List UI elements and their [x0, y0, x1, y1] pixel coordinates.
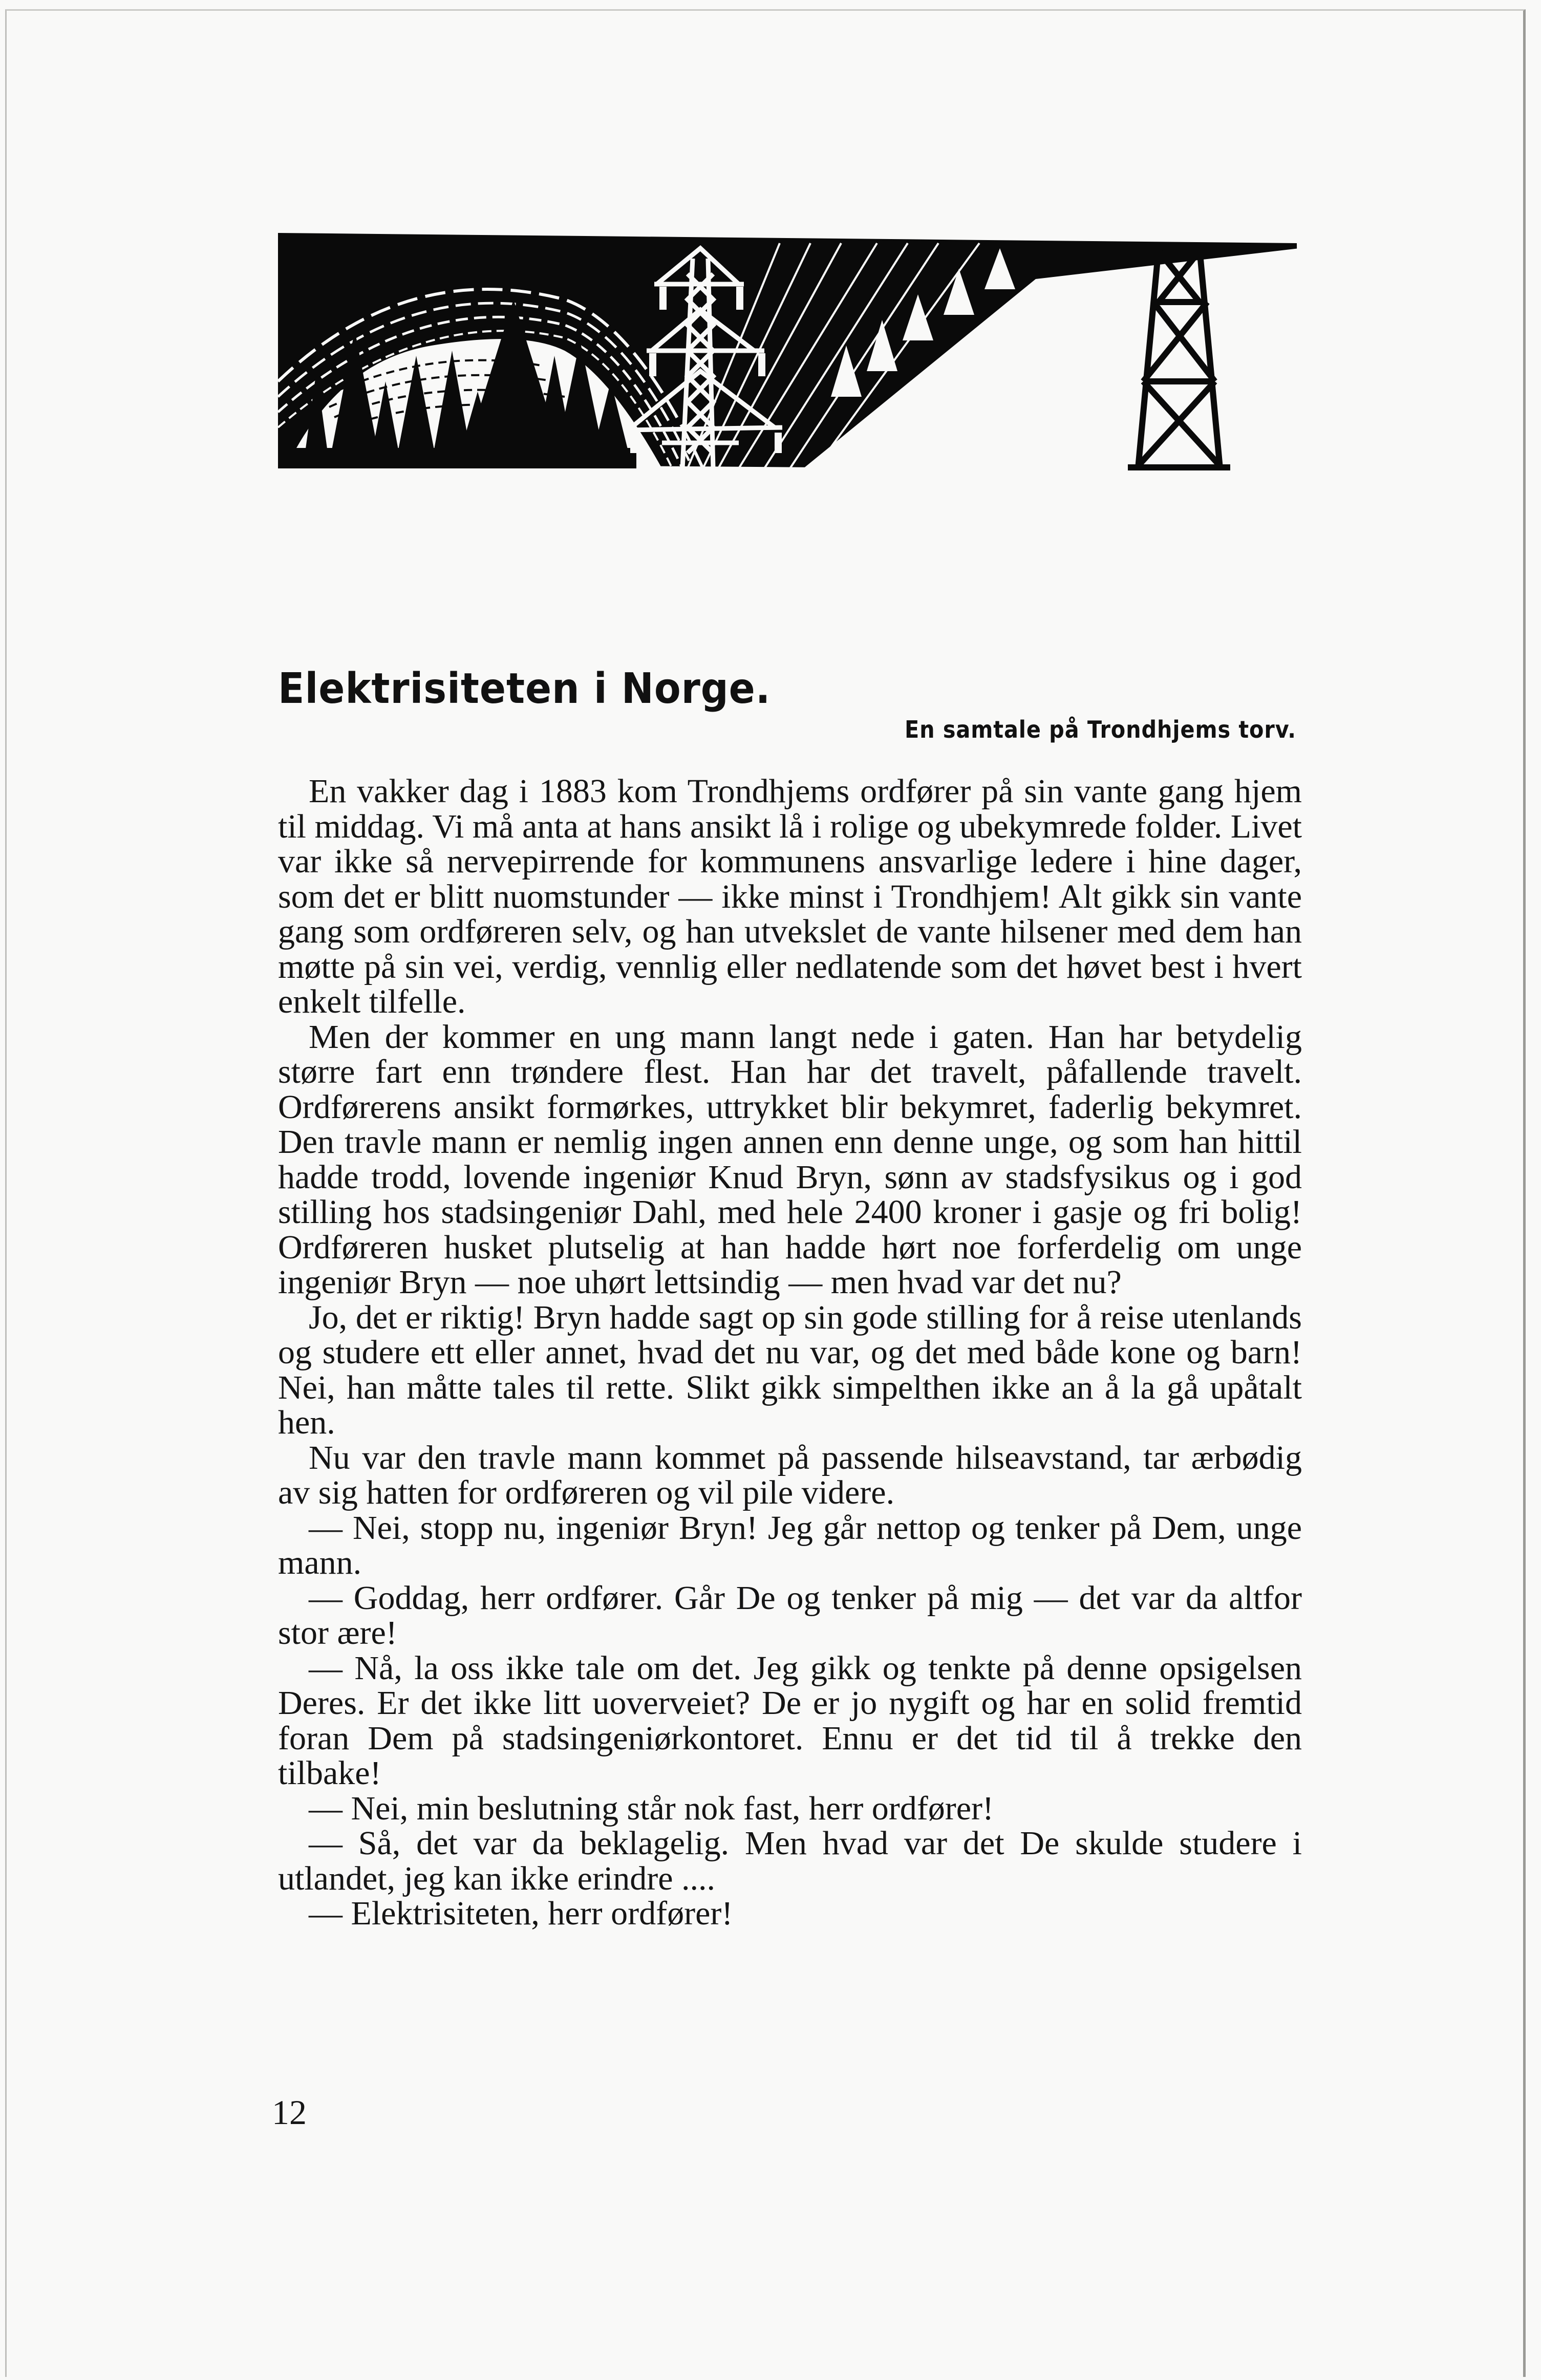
- paragraph: En vakker dag i 1883 kom Trondhjems ordfører på sin vante gang hjem til middag. Vi må anta at hans ansikt lå i rolige og ubekymrede folder. Livet var ikke så nervepirrende for kommunens ansvarlige ledere i hine dager, som det er blitt nuomstunder — ikke minst i Trondhjem! Alt gikk sin vante gang som ordføreren selv, og han utvekslet de vante hilsener med dem han møtte på sin vei, verdig, vennlig eller nedlatende som det høvet best i hvert enkelt tilfelle.: [278, 773, 1302, 1020]
- dialogue-line: — Nå, la oss ikke tale om det. Jeg gikk og tenkte på denne opsigelsen Deres. Er det ikke litt uoverveiet? De er jo nygift og har en solid fremtid foran Dem på stadsingeniørkontoret. Ennu er det tid til å trekke den tilbake!: [278, 1649, 1302, 1792]
- paragraph: Nu var den travle mann kommet på passende hilseavstand, tar ærbødig av sig hatten for ordføreren og vil pile videre.: [278, 1439, 1302, 1511]
- article-title: Elektrisiteten i Norge.: [278, 664, 771, 713]
- paragraph: Jo, det er riktig! Bryn hadde sagt op sin gode stilling for å reise utenlands og studere ett eller annet, hvad det nu var, og det med både kone og barn! Nei, han måtte tales til rette. Slikt gikk simpelthen ikke an å la gå upåtalt hen.: [278, 1298, 1302, 1441]
- dialogue-line: — Nei, stopp nu, ingeniør Bryn! Jeg går nettop og tenker på Dem, unge mann.: [278, 1509, 1302, 1581]
- dialogue-line: — Så, det var da beklagelig. Men hvad var det De skulde studere i utlandet, jeg kan ikke erindre ....: [278, 1825, 1302, 1897]
- header-illustration: [278, 228, 1302, 474]
- dialogue-line: — Goddag, herr ordfører. Går De og tenker på mig — det var da altfor stor ære!: [278, 1579, 1302, 1652]
- page-number: 12: [272, 2093, 307, 2132]
- paragraph: Men der kommer en ung mann langt nede i gaten. Han har betydelig større fart enn trøndere flest. Han har det travelt, påfallende travelt. Ordførerens ansikt formørkes, uttrykket blir bekymret, faderlig bekymret. Den travle mann er nemlig ingen annen enn denne unge, og som han hittil hadde trodd, lovende ingeniør Knud Bryn, sønn av stadsfysikus og i god stilling hos stadsingeniør Dahl, med hele 2400 kroner i gasje og fri bolig! Ordføreren husket plutselig at han hadde hørt noe forferdelig om unge ingeniør Bryn — noe uhørt lettsindig — men hvad var det nu?: [278, 1018, 1302, 1301]
- article-subtitle: En samtale på Trondhjems torv.: [905, 716, 1296, 743]
- dialogue-line: — Nei, min beslutning står nok fast, herr ordfører!: [309, 1789, 994, 1827]
- article-body: [278, 774, 1302, 1932]
- power-line-woodcut-icon: [278, 228, 1302, 474]
- dialogue-line: — Elektrisiteten, herr ordfører!: [309, 1895, 733, 1932]
